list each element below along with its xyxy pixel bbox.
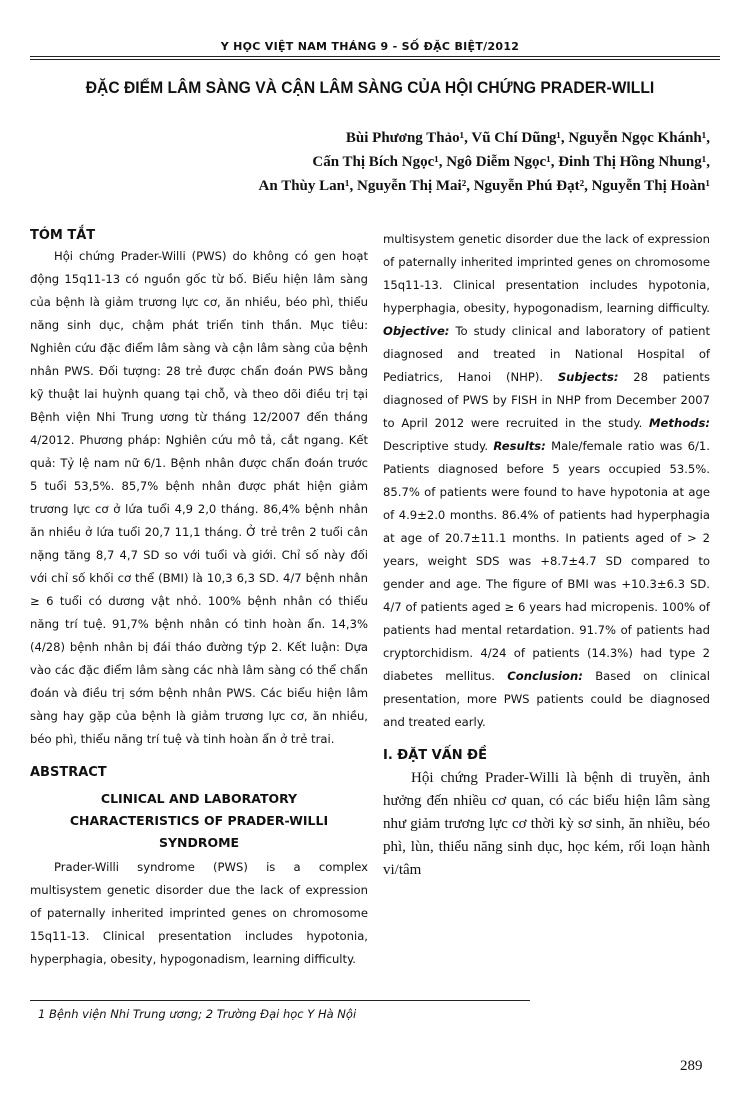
- left-column: [30, 228, 368, 966]
- author-line: Cấn Thị Bích Ngọc¹, Ngô Diễm Ngọc¹, Đinh Thị Hồng Nhung¹,: [312, 154, 710, 170]
- right-column: [383, 228, 710, 882]
- conclusion-text: Based on clinical presentation, more PWS patients could be diagnosed and treated early.: [383, 669, 710, 729]
- abstract-intro: Prader-Willi syndrome (PWS) is a complex multisystem genetic disorder due the lack of expression of paternally inherited imprinted genes on chromosome 15q11-13. Clinical presentation includes hypotonia, hyperphagia, obesity, hypogonadism, learning difficulty.: [30, 860, 368, 966]
- introduction-heading: I. ĐẶT VẤN ĐỀ: [383, 748, 487, 763]
- abstract-title: [30, 788, 368, 854]
- methods-label: Methods:: [649, 416, 711, 430]
- running-head: Y HỌC VIỆT NAM THÁNG 9 - SỐ ĐẶC BIỆT/2012: [220, 40, 520, 53]
- abstract-title-line: CHARACTERISTICS OF PRADER-WILLI: [69, 813, 329, 828]
- subjects-text: 28 patients diagnosed of PWS by FISH in NHP from December 2007 to April 2012 were recruited in the study.: [383, 370, 711, 430]
- abstract-body: [383, 228, 710, 734]
- author-list: [70, 126, 710, 198]
- objective-label: Objective:: [383, 324, 450, 338]
- footnote-rule: [30, 1000, 530, 1001]
- introduction-body: Hội chứng Prader-Willi là bệnh di truyền, ảnh hưởng đến nhiều cơ quan, có các biểu hiện lâm sàng như giảm trương lực cơ thời kỳ sơ sinh, ăn nhiều, béo phì, lùn, thiểu năng sinh dục, học kém, rối loạn hành vi/tâm: [383, 770, 710, 878]
- author-line: An Thùy Lan¹, Nguyễn Thị Mai², Nguyễn Phú Đạt², Nguyễn Thị Hoàn¹: [258, 178, 710, 194]
- abstract-title-line: CLINICAL AND LABORATORY: [100, 791, 298, 806]
- tom-tat-heading: TÓM TẮT: [30, 228, 96, 243]
- header-rule: [30, 56, 720, 57]
- methods-text: Descriptive study.: [383, 439, 489, 453]
- header-rule: [30, 59, 720, 60]
- page-number: 289: [680, 1058, 703, 1074]
- article-title: ĐẶC ĐIỂM LÂM SÀNG VÀ CẬN LÂM SÀNG CỦA HỘI CHỨNG PRADER-WILLI: [85, 78, 655, 97]
- tom-tat-body: Hội chứng Prader-Willi (PWS) do không có gen hoạt động 15q11-13 có nguồn gốc từ bố. Biểu hiện lâm sàng của bệnh là giảm trương lực cơ, ăn nhiều, béo phì, thiểu năng sinh dục, chậm phát triển tinh thần. Mục tiêu: Nghiên cứu đặc điểm lâm sàng và cận lâm sàng của bệnh nhân PWS. Đối tượng: 28 trẻ được chẩn đoán PWS bằng kỹ thuật lai huỳnh quang tại chỗ, và theo dõi điều trị tại Bệnh viện Nhi Trung ương từ tháng 12/2007 đến tháng 4/2012. Phương pháp: Nghiên cứu mô tả, cắt ngang. Kết quả: Tỷ lệ nam nữ 6/1. Bệnh nhân được chẩn đoán trước 5 tuổi 53,5%. 85,7% bệnh nhân được phát hiện giảm trương lực cơ ở lứa tuổi 4,9 2,0 tháng. 86,4% bệnh nhân ăn nhiều ở lứa tuổi 20,7 11,1 tháng. Ở trẻ trên 2 tuổi cân nặng tăng 8,7 4,7 SD so với tuổi và giới. Chỉ số này đối với chỉ số khối cơ thể (BMI) là 10,3 6,3 SD. 4/7 bệnh nhân ≥ 6 tuổi có dương vật nhỏ. 100% bệnh nhân có thiểu năng trí tuệ. 91,7% bệnh nhân có tinh hoàn ẩn. 14,3% (4/28) bệnh nhân bị đái tháo đường týp 2. Kết luận: Dựa vào các đặc điểm lâm sàng các nhà lâm sàng có thể chẩn đoán và điều trị sớm bệnh nhân PWS. Các biểu hiện lâm sàng hay gặp của bệnh là giảm trương lực cơ, ăn nhiều, béo phì, thiểu năng trí tuệ và tinh hoàn ẩn ở trẻ trai.: [30, 249, 368, 746]
- affiliation-footnote: 1 Bệnh viện Nhi Trung ương; 2 Trường Đại học Y Hà Nội: [38, 1007, 357, 1021]
- results-text: Male/female ratio was 6/1. Patients diagnosed before 5 years occupied 53.5%. 85.7% of patients were found to have hypotonia at age of 4.9±2.0 months. 86.4% of patients had hyperphagia at age of 20.7±11.1 months. In patients aged of > 2 years, weight SDS was +8.7±4.7 SD compared to gender and age. The figure of BMI was +10.3±6.3 SD. 4/7 of patients aged ≥ 6 years had micropenis. 100% of patients had mental retardation. 91.7% of patients had cryptorchidism. 4/24 of patients (14.3%) had type 2 diabetes mellitus.: [383, 439, 710, 683]
- abstract-intro-continued: multisystem genetic disorder due the lack of expression of paternally inherited imprinted genes on chromosome 15q11-13. Clinical presentation includes hypotonia, hyperphagia, obesity, hypogonadism, learning difficulty.: [383, 232, 710, 315]
- results-label: Results:: [493, 439, 546, 453]
- conclusion-label: Conclusion:: [507, 669, 583, 683]
- abstract-heading: ABSTRACT: [30, 765, 107, 780]
- abstract-title-line: SYNDROME: [158, 835, 240, 850]
- author-line: Bùi Phương Thảo¹, Vũ Chí Dũng¹, Nguyễn Ngọc Khánh¹,: [345, 130, 710, 146]
- objective-text: To study clinical and laboratory of patient diagnosed and treated in National Hospital of Pediatrics, Hanoi (NHP).: [383, 324, 710, 384]
- subjects-label: Subjects:: [557, 370, 619, 384]
